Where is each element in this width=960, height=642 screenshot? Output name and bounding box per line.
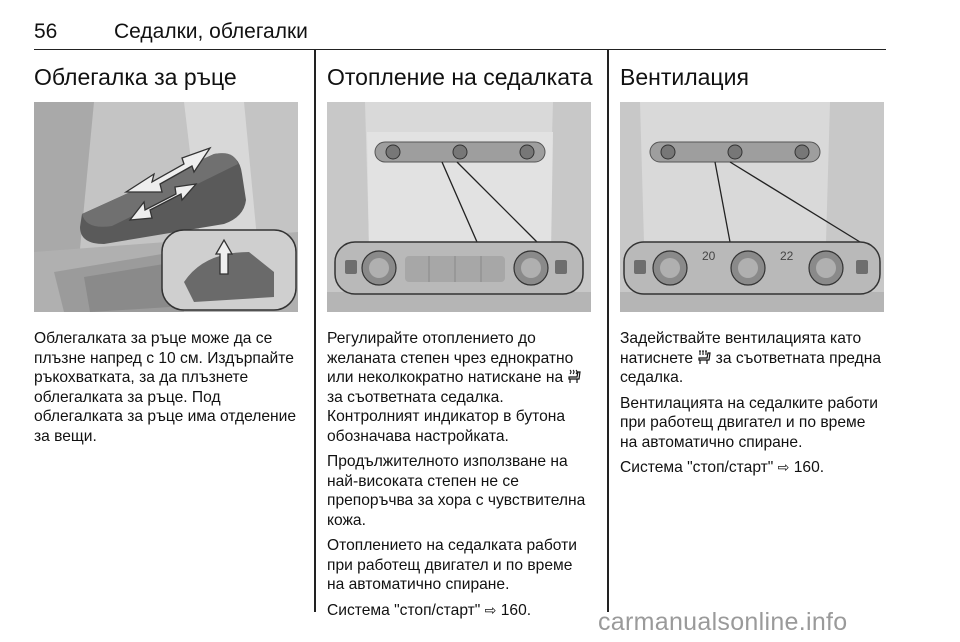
paragraph-text: Система "стоп/старт" (620, 459, 778, 476)
temp-right-label: 22 (780, 249, 794, 263)
section-text (327, 329, 591, 626)
page-ref-arrow-icon: ⇨ (484, 601, 497, 618)
ventilation-controls-illustration (620, 102, 884, 312)
paragraph-text: Задействайте вентилацията като натиснете (620, 330, 862, 367)
armrest-illustration (34, 102, 298, 312)
section-text (34, 329, 298, 452)
page-ref: 160. (496, 601, 532, 619)
watermark: carmanualsonline.info (598, 608, 848, 636)
section-text (620, 329, 886, 484)
column-divider (314, 50, 316, 612)
heated-seat-icon (567, 368, 581, 384)
page-header (34, 8, 886, 50)
paragraph-text: Система "стоп/старт" (327, 601, 485, 619)
paragraph-text: Регулирайте отоплението до желаната степен чрез еднократно или неколкократно натискане на (327, 330, 574, 386)
paragraph: Отоплението на седалката работи при работещ двигател и по време на автоматично спиране. (327, 537, 577, 593)
paragraph: Продължителното използване на най-високата степен не се препоръчва за хора с чувствителна кожа. (327, 453, 586, 529)
temp-left-label: 20 (702, 249, 716, 263)
heating-controls-illustration (327, 102, 591, 312)
page-ref: 160. (789, 459, 825, 476)
section-title: Вентилация (620, 64, 749, 90)
paragraph (327, 329, 591, 446)
chapter-title: Седалки, облегалки (114, 20, 308, 43)
paragraph: Облегалката за ръце може да се плъзне напред с 10 см. Издърпайте ръкохватката, за да плъзнете облегалката за ръце. Под облегалката за ръце има отделение за вещи. (34, 330, 297, 445)
section-title: Облегалка за ръце (34, 64, 237, 90)
paragraph (327, 601, 591, 621)
paragraph-text: за съответната седалка. Контролният индикатор в бутона обозначава настройката. (327, 388, 566, 445)
paragraph (620, 458, 886, 478)
paragraph: Вентилацията на седалките работи при работещ двигател и по време на автоматично спиране. (620, 394, 878, 451)
ventilated-seat-icon (697, 349, 711, 365)
page-number: 56 (34, 20, 58, 43)
paragraph (620, 329, 886, 388)
section-title: Отопление на седалката (327, 64, 593, 90)
paragraph-text: за съответната предна седалка. (620, 349, 881, 386)
section-seat-heating (327, 50, 593, 619)
column-divider (607, 50, 609, 612)
page-ref-arrow-icon: ⇨ (777, 459, 790, 475)
section-armrest (34, 50, 298, 612)
section-ventilation (620, 50, 886, 612)
